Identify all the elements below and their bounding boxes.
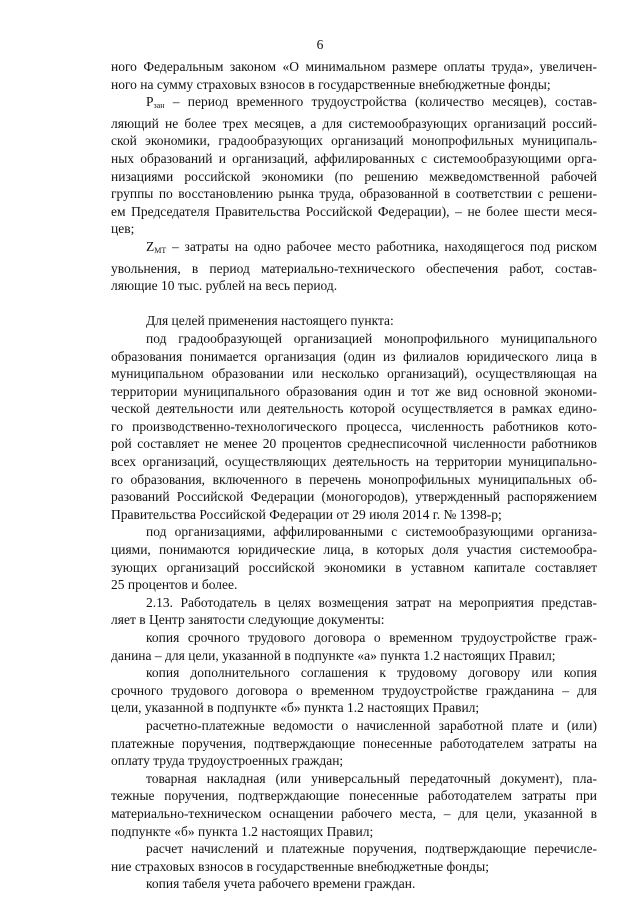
text-line: копия срочного трудового договора о временном трудоустройстве граж- [146,630,597,645]
paragraph [111,594,597,629]
text-line: платежные поручения, подтверждающие понесенные работодателем затраты на [111,735,597,751]
paragraph-gap [111,295,597,313]
paragraph [111,840,597,875]
text-line: ние страховых взносов в государственные внебюджетные фонды; [111,858,489,874]
text-line: под градообразующей организацией монопрофильного муниципального [146,330,597,346]
paragraph [111,238,597,295]
text-line: образования понимается организация (один из филиалов юридического лица в [111,348,597,364]
text-line: ных образований и организаций, аффилированных с системообразующими орга- [111,150,597,166]
paragraph [111,58,597,93]
text-line: под организациями, аффилированными с системообразующими организа- [146,524,597,540]
text-line [111,238,597,260]
text-line: разований Российской Федерации (моногородов), утвержденный распоряжением [111,489,597,505]
paragraph [111,770,597,840]
text-line: данина – для цели, указанной в подпункте «а» пункта 1.2 настоящих Правил; [111,647,556,663]
text-line: циями, понимаются юридические лица, в которых доля участия системообра- [111,542,597,558]
text-line: цев; [111,221,135,237]
text-line: ного на сумму страховых взносов в государственные внебюджетные фонды; [111,76,551,92]
paragraph [111,717,597,770]
paragraph [111,523,597,593]
text-line: 2.13. Работодатель в целях возмещения затрат на мероприятия представ- [146,594,597,610]
text-line: ческой деятельности или деятельность которой осуществляется в рамках едино- [111,401,597,417]
text-line: срочного трудового договора о временном трудоустройстве гражданина – для [111,682,597,698]
text-line: 25 процентов и более. [111,577,238,593]
text-line: расчет начислений и платежные поручения, подтверждающие перечисле- [146,841,597,857]
text-line [111,93,597,115]
text-line: ляющие 10 тыс. рублей на весь период. [111,278,338,294]
text-line: низациями российской экономики (по решению межведомственной рабочей [111,168,597,184]
text-line: оплату труда трудоустроенных граждан; [111,753,344,769]
text-line: зующих организаций российской экономики в уставном капитале составляет [111,559,597,575]
text-line: тежные поручения, подтверждающие понесенные работодателем затраты при [111,788,597,804]
formula-subscript: МТ [154,245,167,255]
text-line: расчетно-платежные ведомости о начисленной заработной плате и (или) [146,717,597,733]
line-text: – период временного трудоустройства (количество месяцев), состав- [164,94,597,110]
text-line: ляет в Центр занятости следующие документы: [111,612,385,628]
paragraph [111,330,597,524]
paragraph [111,875,597,893]
text-line: го образования, включенного в перечень монопрофильных муниципальных об- [111,471,597,487]
text-line: увольнения, в период материально-технического обеспечения работ, состав- [111,260,597,276]
paragraph [111,312,597,330]
text-line: территории муниципального образования один и тот же вид основной экономи- [111,383,597,399]
line-text: – затраты на одно рабочее место работника, находящегося под риском [166,238,597,254]
text-line: рой составляет не менее 20 процентов среднесписочной численности работников [111,436,597,452]
document-body [111,58,597,893]
formula-symbol: P [146,94,154,110]
page-number: 6 [316,37,324,52]
formula-subscript: зан [153,101,165,111]
text-line: Правительства Российской Федерации от 29 июля 2014 г. № 1398-р; [111,506,502,522]
text-line: копия дополнительного соглашения к трудовому договору или копия [146,665,597,681]
text-line: ного Федеральным законом «О минимальном размере оплаты труда», увеличен- [111,59,597,74]
text-line: копия табеля учета рабочего времени граждан. [146,876,416,892]
text-line: муниципальном образовании или несколько организаций), осуществляющая на [111,366,597,382]
text-line: го производственно-технологического процесса, численность работников кото- [111,418,597,434]
text-line: материально-техническом оснащении рабочего места, – для цели, указанной в [111,805,597,821]
paragraph [111,664,597,717]
text-line: товарная накладная (или универсальный передаточный документ), пла- [146,770,597,786]
text-line: всех организаций, осуществляющих деятельность на территории муниципально- [111,454,597,470]
text-line: Для целей применения настоящего пункта: [146,313,394,329]
text-line: ской экономики, градообразующих организаций монопрофильных муниципаль- [111,133,597,149]
text-line: ляющий не более трех месяцев, а для системообразующих организаций россий- [111,115,597,131]
paragraph [111,93,597,238]
text-line: цели, указанной в подпункте «б» пункта 1.2 настоящих Правил; [111,700,480,716]
text-line: группы по восстановлению рынка труда, образованной в соответствии с решени- [111,186,597,202]
paragraph [111,629,597,664]
text-line: ем Председателя Правительства Российской Федерации), – не более шести меся- [111,203,597,219]
text-line: подпункте «б» пункта 1.2 настоящих Правил; [111,823,374,839]
formula-symbol: Z [146,238,155,254]
